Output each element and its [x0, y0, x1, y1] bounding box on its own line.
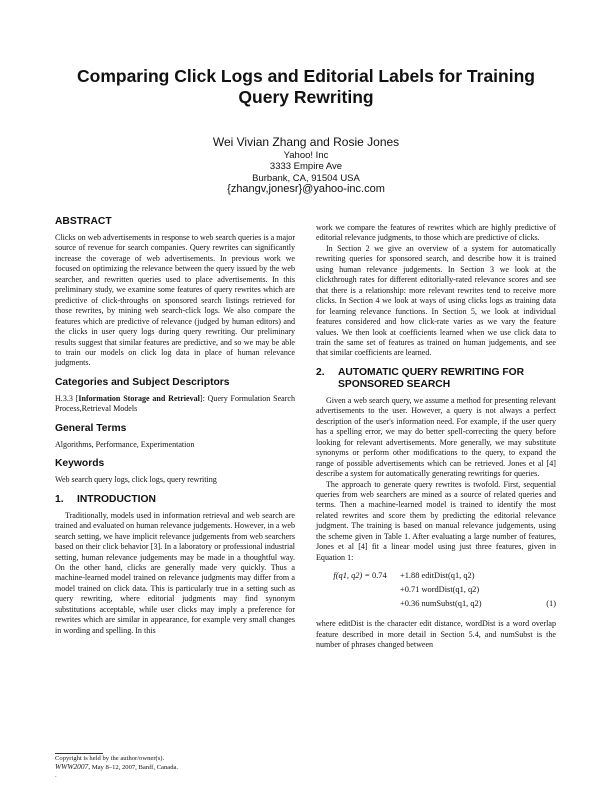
- author-email: {zhangv,jonesr}@yahoo-inc.com: [227, 182, 385, 195]
- section2-title: AUTOMATIC QUERY REWRITING FOR SPONSORED SEARCH: [338, 366, 525, 390]
- conference-name: WWW2007,: [55, 762, 91, 772]
- section2-paragraph-3: where editDist is the character edit distance, wordDist is a word overlap feature described in more detail in Section 5.4, and numSubst is the number of phrases changed between: [316, 619, 556, 650]
- categories-bold: Information Storage and Retrieval: [78, 393, 200, 403]
- general-terms-text: Algorithms, Performance, Experimentation: [55, 439, 195, 449]
- equation-term-3: +0.36 numSubst(q1, q2): [400, 599, 482, 609]
- categories-rest: ]: Query Formulation Search Process,Retrieval Models: [55, 393, 296, 414]
- affiliation-org: Yahoo! Inc: [283, 150, 329, 161]
- copyright-footer: [55, 753, 295, 781]
- intro-heading: [55, 494, 295, 506]
- left-column: [55, 216, 295, 636]
- right-column: [316, 223, 556, 651]
- section2-number: 2.: [316, 366, 325, 378]
- keywords-heading: Keywords: [55, 458, 105, 470]
- conference-line: [55, 763, 295, 772]
- section2-paragraph-1: Given a web search query, we assume a method for presenting relevant advertisements to the user. However, a query is not always a perfect description of the user's information need. For example, if the user query has a spelling error, we may do better spell-correcting the query before looking for relevant advertisements. More generally, we may substitute synonyms or perform other modifications to the query, to expand the range of possible advertisements which can be retrieved. Jones et al [4] describe a system for automatically generating rewritings for queries.: [316, 395, 556, 479]
- intro-paragraph-1-continued: work we compare the features of rewrites which are highly predictive of editorial relevance judgments, to those which are predictive of clicks.: [316, 223, 556, 243]
- categories-heading: Categories and Subject Descriptors: [55, 376, 230, 388]
- author-names: Wei Vivian Zhang and Rosie Jones: [212, 135, 400, 149]
- intro-number: 1.: [55, 493, 64, 505]
- conference-details: May 8–12, 2007, Banff, Canada.: [90, 764, 179, 772]
- footer-dot: .: [55, 772, 57, 780]
- abstract-heading: ABSTRACT: [55, 216, 112, 227]
- general-terms-heading: General Terms: [55, 422, 127, 434]
- footnote-rule: [55, 753, 103, 754]
- title-line-1: Comparing Click Logs and Editorial Labels for Training: [77, 66, 535, 86]
- affiliation-street: 3333 Empire Ave: [269, 161, 343, 173]
- paper-title: [60, 66, 552, 108]
- title-line-2: Query Rewriting: [238, 87, 374, 107]
- equation-number: (1): [546, 599, 556, 609]
- equation-term-2: +0.71 wordDist(q1, q2): [400, 585, 480, 595]
- equation-term-1: +1.88 editDist(q1, q2): [400, 571, 475, 581]
- intro-paragraph-2: In Section 2 we give an overview of a system for automatically rewriting queries for sponsored search, and describe how it is trained using human relevance judgements. In Section 3 we look at the clickthrough rates for different editorially-rated relevance scores and see that there is a relationship: more relevant rewrites tend to receive more clicks. In Section 4 we look at ways of using clicks logs as training data for learning relevance functions. In Section 5, we look at individual features considered and how click-rate varies as we vary the feature values. We then look at coefficients learned when we use click data to train the same set of features as trained on human judgements, and see that similar coefficients are learned.: [316, 243, 556, 358]
- affiliation-city: Burbank, CA, 91504 USA: [252, 172, 360, 184]
- categories-text: [55, 394, 295, 415]
- equation-lhs: f(q1, q2) =: [333, 571, 370, 581]
- abstract-text: Clicks on web advertisements in response to web search queries is a major source of revenue for search companies. Query rewrites can significantly increase the coverage of web advertisements. In previous work we focused on optimizing the relevance between the query issued by the web searcher, and rewritten queries used to place advertisements. In this preliminary study, we examine some features of query rewrites which are predictive of click-throughs on sponsored search listings retrieved for those rewrites, by mining web search-click logs. We also compare the features which are predictive of relevance (judged by human editors) and the clicks in user query logs during query rewriting. Our preliminary results suggest that similar features are predictive, and so we may be able to train our models on click log data in place of human relevance judgments.: [55, 233, 295, 368]
- copyright-text: Copyright is held by the author/owner(s).: [55, 755, 165, 762]
- author-affiliation: [100, 150, 512, 195]
- section2-heading: [316, 367, 556, 391]
- categories-code: H.3.3 [: [55, 393, 79, 403]
- section2-paragraph-2: The approach to generate query rewrites is twofold. First, sequential queries from web searchers are mined as a source of related queries and terms. Then a machine-learned model is trained to identify the most related rewrites and score them by predicting the editorial relevance judgment. The training is based on manual relevance judgements, using the scheme given in Table 1. After evaluating a large number of features, Jones et al [4] fit a linear model using just three features, given in Equation 1:: [316, 479, 556, 562]
- keywords-text: Web search query logs, click logs, query rewriting: [55, 475, 217, 485]
- intro-title: INTRODUCTION: [77, 493, 156, 505]
- intro-paragraph-1: Traditionally, models used in information retrieval and web search are trained and evaluated on human relevance judgements. However, in a web search setting, we have implicit relevance judgements from web searchers based on their click behavior [3]. In a laboratory or professional industrial setting, human relevance judgements may be made in a thoughtful way. On the other hand, clicks are generally made very quickly. Thus a machine-learned model trained on relevance judgments may differ from a model trained on click data. This is particularly true in a setting such as query rewriting, where editorial judgments may find synonym substitutions acceptable, while user clicks may imply a preference for rewrites which are similar in appearance, for example very small changes in wording and spelling. In this: [55, 510, 295, 635]
- equation-1: [316, 571, 556, 613]
- equation-constant: 0.74: [372, 571, 387, 581]
